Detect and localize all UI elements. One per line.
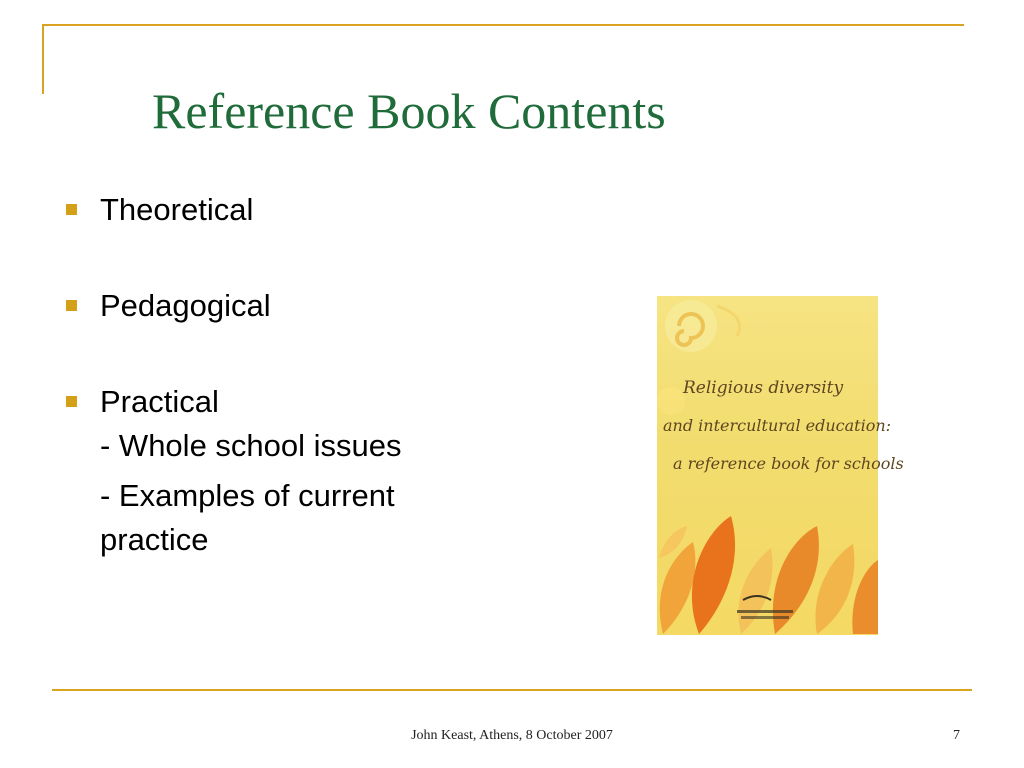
left-rule — [42, 24, 44, 94]
bullet-item-theoretical — [62, 188, 502, 232]
bullet-list — [62, 188, 502, 562]
bullet-label: Theoretical — [100, 192, 254, 227]
book-cover-image — [657, 296, 904, 635]
page-number: 7 — [953, 728, 960, 743]
book-title-line-1: Religious diversity — [683, 378, 844, 398]
book-title-line-3: a reference book for schools — [673, 454, 904, 473]
bullet-item-practical — [62, 380, 502, 562]
bullet-label: Pedagogical — [100, 288, 271, 323]
bottom-rule — [52, 689, 972, 691]
sub-item-whole-school: - Whole school issues — [100, 428, 402, 463]
square-bullet-icon — [66, 300, 77, 311]
bullet-label: Practical — [100, 384, 219, 419]
square-bullet-icon — [66, 204, 77, 215]
footer-text: John Keast, Athens, 8 October 2007 — [411, 728, 613, 743]
slide-title: Reference Book Contents — [152, 83, 666, 139]
sub-item-examples: - Examples of current practice — [100, 478, 395, 557]
top-rule — [42, 24, 964, 26]
book-title-line-2: and intercultural education: — [663, 416, 892, 435]
square-bullet-icon — [66, 396, 77, 407]
bullet-item-pedagogical — [62, 284, 502, 328]
